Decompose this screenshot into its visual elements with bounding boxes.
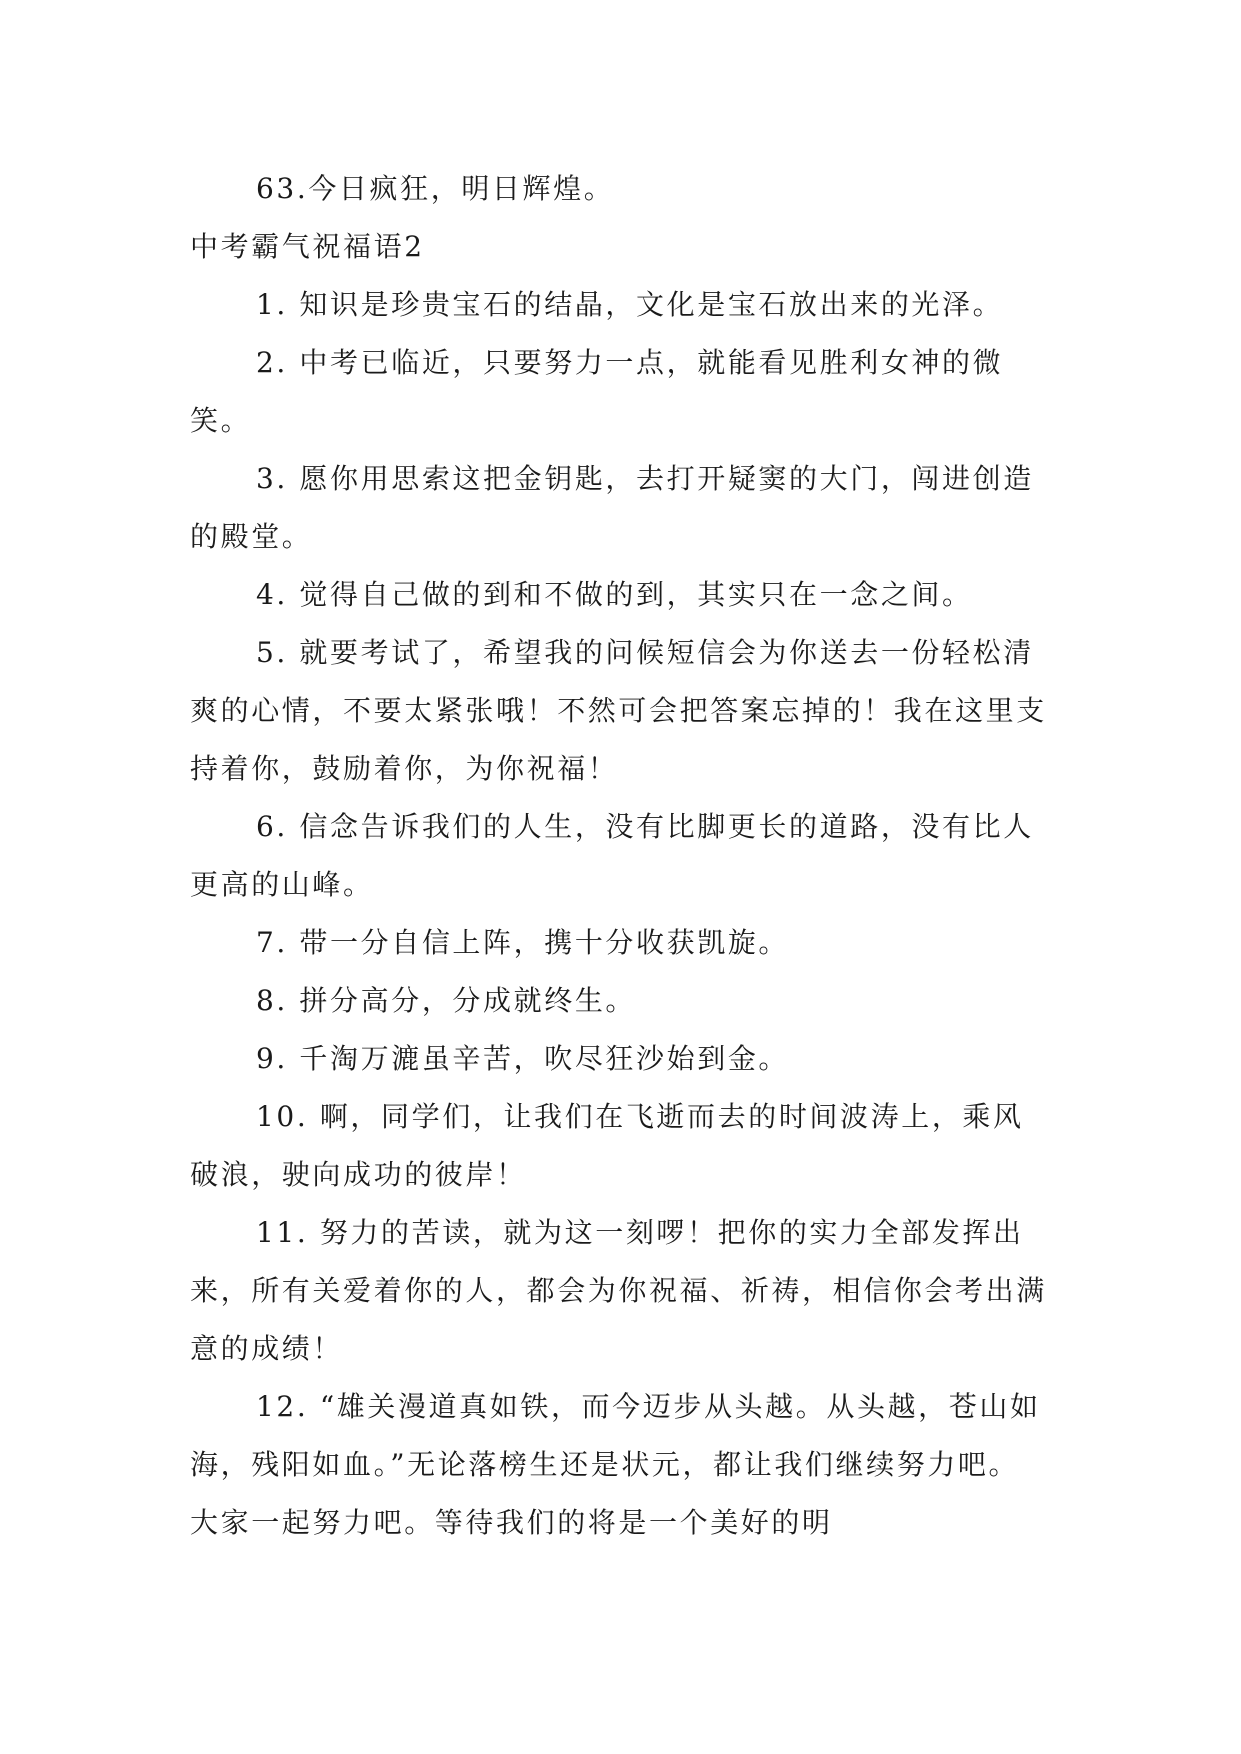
- list-item-1: 1. 知识是珍贵宝石的结晶，文化是宝石放出来的光泽。: [256, 288, 1004, 321]
- section-heading: 中考霸气祝福语2: [190, 230, 425, 263]
- list-item-12: 12. “雄关漫道真如铁，而今迈步从头越。从头越，苍山如海，残阳如血。”无论落榜生还是状元，都让我们继续努力吧。 大家一起努力吧。等待我们的将是一个美好的明: [190, 1390, 1041, 1539]
- list-item-6: 6. 信念告诉我们的人生，没有比脚更长的道路，没有比人更高的山峰。: [190, 810, 1034, 901]
- list-item-7: 7. 带一分自信上阵，携十分收获凯旋。: [256, 926, 790, 959]
- list-item-11: 11. 努力的苦读，就为这一刻啰！把你的实力全部发挥出来，所有关爱着你的人，都会为你祝福、祈祷，相信你会考出满意的成绩！: [190, 1216, 1047, 1365]
- list-item-2: 2. 中考已临近，只要努力一点，就能看见胜利女神的微笑。: [190, 346, 1004, 437]
- list-item-4: 4. 觉得自己做的到和不做的到，其实只在一念之间。: [256, 578, 973, 611]
- list-item-5: 5. 就要考试了，希望我的问候短信会为你送去一份轻松清爽的心情，不要太紧张哦！不然可会把答案忘掉的！我在这里支持着你，鼓励着你，为你祝福！: [190, 636, 1047, 785]
- list-item-9: 9. 千淘万漉虽辛苦，吹尽狂沙始到金。: [256, 1042, 790, 1075]
- list-item-63: 63.今日疯狂，明日辉煌。: [256, 172, 615, 205]
- list-item-3: 3. 愿你用思索这把金钥匙，去打开疑窦的大门，闯进创造的殿堂。: [190, 462, 1034, 553]
- list-item-8: 8. 拼分高分，分成就终生。: [256, 984, 637, 1017]
- document-body: [190, 160, 1050, 1552]
- list-item-10: 10. 啊，同学们，让我们在飞逝而去的时间波涛上，乘风破浪，驶向成功的彼岸！: [190, 1100, 1024, 1191]
